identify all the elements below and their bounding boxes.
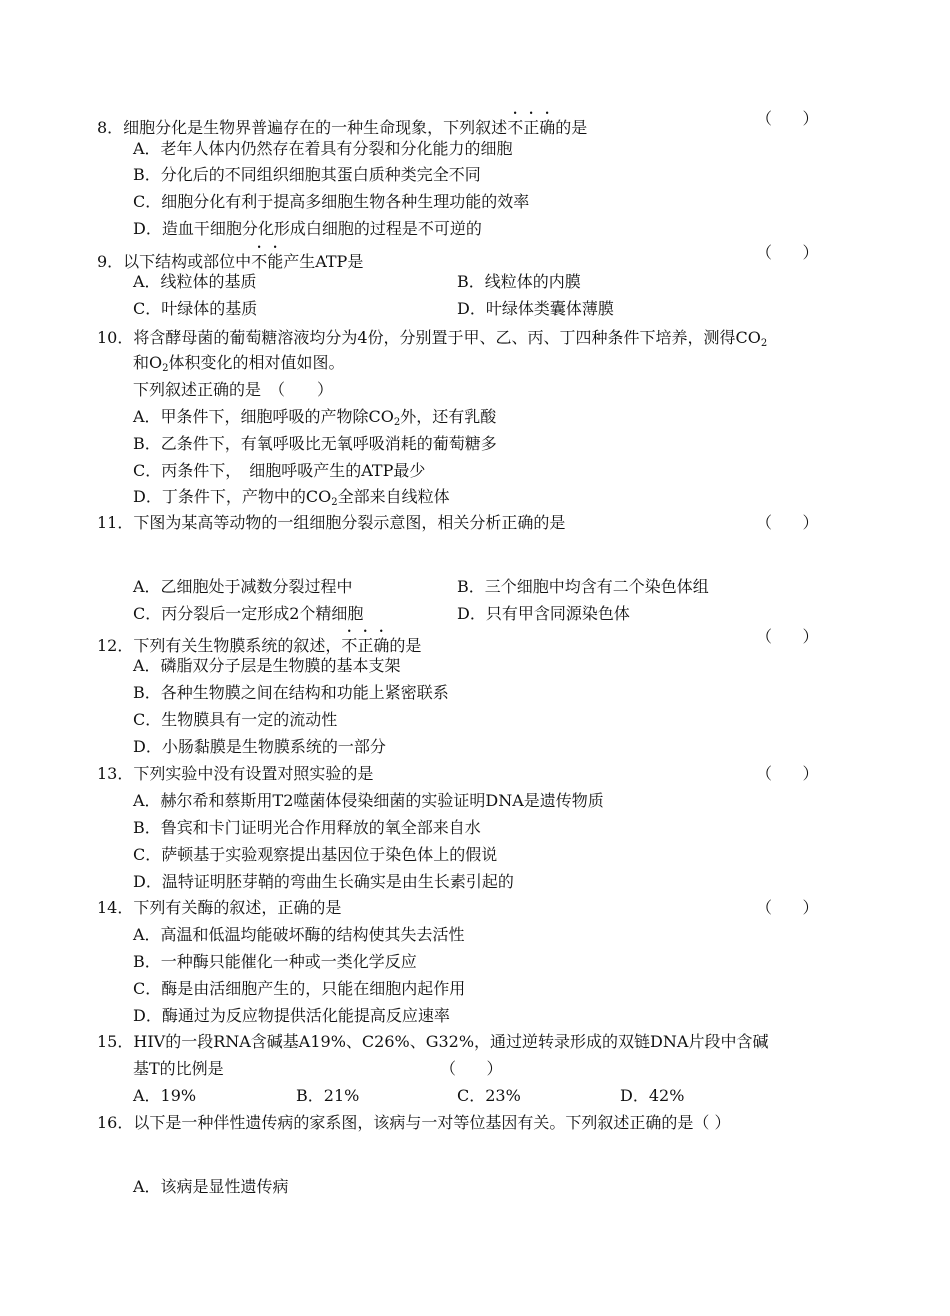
question-11-stem: 11．下图为某高等动物的一组细胞分裂示意图，相关分析正确的是 <box>97 513 566 532</box>
question-10-stem-line2: 和$O_2$体积变化的相对值如图。 <box>133 353 345 374</box>
answer-parenthesis: （ ） <box>756 243 819 262</box>
option-d: D．小肠黏膜是生物膜系统的一部分 <box>133 737 386 756</box>
option-c: C．叶绿体的基质 <box>133 299 258 318</box>
option-c: C．丙条件下， 细胞呼吸产生的ATP最少 <box>133 461 426 480</box>
option-a: A．甲条件下，细胞呼吸的产物除$CO_2$外，还有乳酸 <box>133 407 497 428</box>
answer-parenthesis: （ ） <box>440 1059 503 1078</box>
answer-parenthesis: （ ） <box>756 627 819 646</box>
option-b: B．三个细胞中均含有二个染色体组 <box>457 577 709 596</box>
answer-parenthesis: （ ） <box>756 764 819 783</box>
emphasis-text: 不正确 <box>341 636 390 655</box>
option-a: A．磷脂双分子层是生物膜的基本支架 <box>133 656 401 675</box>
option-b: B．线粒体的内膜 <box>457 272 581 291</box>
question-9-stem: 9．以下结构或部位中不能产生ATP是 <box>97 252 364 271</box>
option-d: D．丁条件下，产物中的$CO_2$全部来自线粒体 <box>133 487 450 508</box>
question-15-stem-line2: 基T的比例是 <box>133 1059 224 1078</box>
option-c: C．丙分裂后一定形成2个精细胞 <box>133 604 364 623</box>
question-12-stem: 12．下列有关生物膜系统的叙述，不正确的是 <box>97 636 422 655</box>
answer-parenthesis: （ ） <box>756 513 819 532</box>
question-16-stem: 16．以下是一种伴性遗传病的家系图，该病与一对等位基因有关。下列叙述正确的是（ ） <box>97 1113 731 1132</box>
option-a: A．乙细胞处于减数分裂过程中 <box>133 577 353 596</box>
question-14-stem: 14．下列有关酶的叙述，正确的是 <box>97 898 342 917</box>
option-b: B．分化后的不同组织细胞其蛋白质种类完全不同 <box>133 165 481 184</box>
option-b: B．一种酶只能催化一种或一类化学反应 <box>133 952 417 971</box>
option-a: A．该病是显性遗传病 <box>133 1177 289 1196</box>
answer-parenthesis: （ ） <box>756 898 819 917</box>
emphasis-text: 不正确 <box>507 118 556 137</box>
option-b: B．乙条件下，有氧呼吸比无氧呼吸消耗的葡萄糖多 <box>133 434 497 453</box>
question-13-stem: 13．下列实验中没有设置对照实验的是 <box>97 764 374 783</box>
option-a: A．老年人体内仍然存在着具有分裂和分化能力的细胞 <box>133 139 513 158</box>
option-d: D．叶绿体类囊体薄膜 <box>457 299 614 318</box>
question-10-stem-line1: 10．将含酵母菌的葡萄糖溶液均分为4份，分别置于甲、乙、丙、丁四种条件下培养，测得$CO_2$ <box>97 328 768 349</box>
option-c: C．萨顿基于实验观察提出基因位于染色体上的假说 <box>133 845 498 864</box>
question-10-stem-line3: 下列叙述正确的是 （ ） <box>133 380 334 399</box>
option-d: D．造血干细胞分化形成白细胞的过程是不可逆的 <box>133 219 482 238</box>
option-d: D．温特证明胚芽鞘的弯曲生长确实是由生长素引起的 <box>133 872 514 891</box>
option-a: A．19% <box>133 1086 197 1105</box>
option-d: D．42% <box>620 1086 685 1105</box>
option-c: C．23% <box>457 1086 521 1105</box>
option-a: A．高温和低温均能破坏酶的结构使其失去活性 <box>133 925 465 944</box>
option-b: B．21% <box>296 1086 360 1105</box>
question-8-stem: 8．细胞分化是生物界普遍存在的一种生命现象，下列叙述不正确的是 <box>97 118 588 137</box>
option-a: A．赫尔希和蔡斯用T2噬菌体侵染细菌的实验证明DNA是遗传物质 <box>133 791 604 810</box>
option-b: B．各种生物膜之间在结构和功能上紧密联系 <box>133 683 449 702</box>
answer-parenthesis: （ ） <box>756 109 819 128</box>
option-c: C．细胞分化有利于提高多细胞生物各种生理功能的效率 <box>133 192 530 211</box>
option-d: D．只有甲含同源染色体 <box>457 604 630 623</box>
option-b: B．鲁宾和卡门证明光合作用释放的氧全部来自水 <box>133 818 481 837</box>
emphasis-text: 不能 <box>251 252 284 271</box>
option-c: C．酶是由活细胞产生的，只能在细胞内起作用 <box>133 979 466 998</box>
question-15-stem-line1: 15．HIV的一段RNA含碱基A19%、C26%、G32%，通过逆转录形成的双链DNA片段中含碱 <box>97 1032 769 1051</box>
option-c: C．生物膜具有一定的流动性 <box>133 710 338 729</box>
option-a: A．线粒体的基质 <box>133 272 257 291</box>
option-d: D．酶通过为反应物提供活化能提高反应速率 <box>133 1006 450 1025</box>
